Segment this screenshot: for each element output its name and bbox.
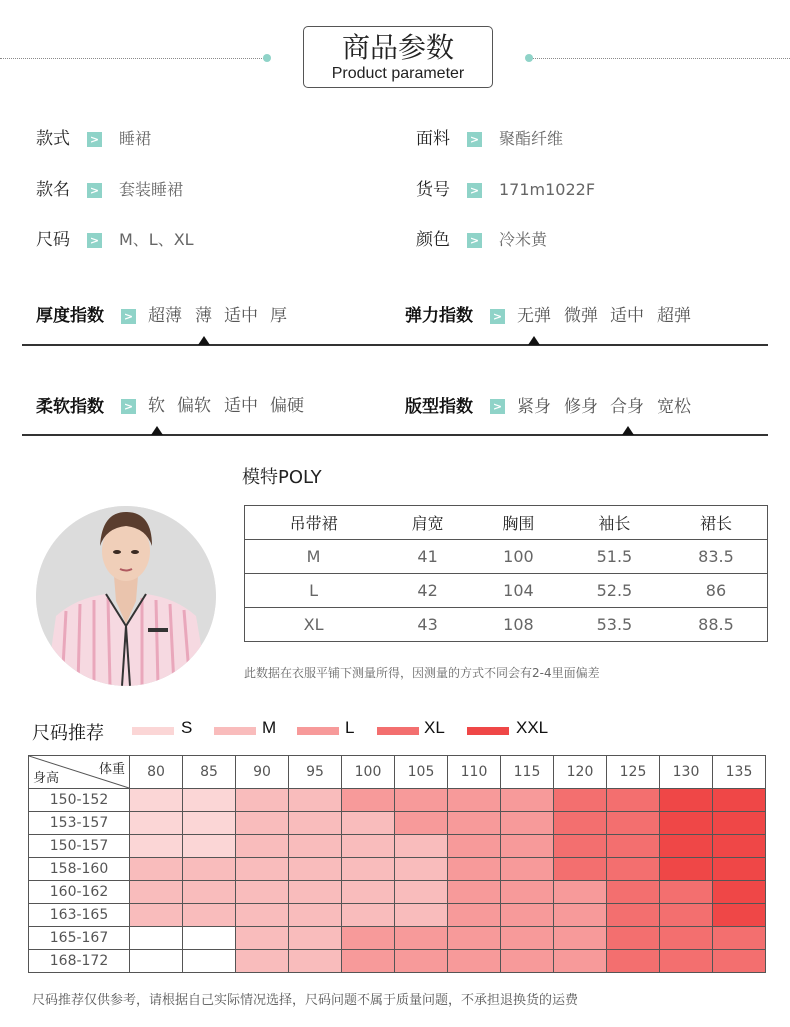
grid-header-row xyxy=(29,756,766,789)
header-right-dotted-line xyxy=(531,58,790,59)
model-title: 模特POLY xyxy=(242,467,322,488)
grid-row xyxy=(29,881,766,904)
grid-size-cell xyxy=(183,950,236,973)
grid-size-cell xyxy=(183,835,236,858)
corner-weight-label: 体重 xyxy=(98,762,125,777)
grid-height-label: 150-152 xyxy=(29,789,130,812)
grid-size-cell xyxy=(448,950,501,973)
param-value: M、L、XL xyxy=(119,230,194,249)
grid-size-cell xyxy=(236,789,289,812)
grid-row xyxy=(29,812,766,835)
grid-size-cell xyxy=(713,812,766,835)
table-cell: 86 xyxy=(665,574,768,608)
index-option: 厚 xyxy=(270,306,287,326)
grid-height-label: 150-157 xyxy=(29,835,130,858)
grid-size-cell xyxy=(448,789,501,812)
grid-row xyxy=(29,950,766,973)
grid-height-label: 158-160 xyxy=(29,858,130,881)
grid-size-cell xyxy=(607,812,660,835)
indicator-triangle-icon xyxy=(198,336,210,345)
table-cell: 108 xyxy=(473,608,564,642)
table-header-row xyxy=(245,506,768,540)
grid-size-cell xyxy=(501,950,554,973)
index-option: 适中 xyxy=(224,396,258,416)
table-header-cell: 吊带裙 xyxy=(245,506,383,540)
index-divider xyxy=(22,434,768,436)
grid-size-cell xyxy=(501,789,554,812)
grid-size-cell xyxy=(448,858,501,881)
grid-size-cell xyxy=(660,881,713,904)
grid-size-cell xyxy=(713,950,766,973)
grid-size-cell xyxy=(501,927,554,950)
grid-row xyxy=(29,835,766,858)
table-cell: 83.5 xyxy=(665,540,768,574)
grid-size-cell xyxy=(554,789,607,812)
grid-size-cell xyxy=(395,881,448,904)
header-left-dotted-line xyxy=(0,58,266,59)
param-label: 货号 xyxy=(416,180,450,200)
grid-size-cell xyxy=(607,927,660,950)
grid-size-cell xyxy=(342,858,395,881)
grid-size-cell xyxy=(130,950,183,973)
param-value: 聚酯纤维 xyxy=(499,129,564,148)
legend-swatch-l xyxy=(297,727,339,735)
grid-size-cell xyxy=(660,789,713,812)
arrow-icon: > xyxy=(121,309,136,324)
title-box xyxy=(303,26,493,88)
grid-size-cell xyxy=(713,881,766,904)
grid-size-cell xyxy=(183,812,236,835)
index-option: 偏软 xyxy=(177,396,211,416)
param-label: 款名 xyxy=(36,180,70,200)
grid-size-cell xyxy=(501,812,554,835)
table-header-cell: 肩宽 xyxy=(382,506,473,540)
index-option: 超薄 xyxy=(148,306,182,326)
grid-weight-header: 135 xyxy=(713,756,766,789)
grid-size-cell xyxy=(342,927,395,950)
param-label: 颜色 xyxy=(416,230,450,250)
grid-size-cell xyxy=(236,812,289,835)
index-option: 无弹 xyxy=(517,306,551,326)
grid-size-cell xyxy=(554,904,607,927)
corner-height-label: 身高 xyxy=(33,771,60,786)
grid-weight-header: 125 xyxy=(607,756,660,789)
table-cell: 104 xyxy=(473,574,564,608)
param-label: 面料 xyxy=(416,129,450,149)
grid-weight-header: 105 xyxy=(395,756,448,789)
table-header-cell: 胸围 xyxy=(473,506,564,540)
grid-row xyxy=(29,904,766,927)
param-value: 套装睡裙 xyxy=(119,180,184,199)
legend-swatch-s xyxy=(132,727,174,735)
index-option: 适中 xyxy=(224,306,258,326)
table-cell: 53.5 xyxy=(564,608,665,642)
grid-size-cell xyxy=(554,858,607,881)
legend-swatch-m xyxy=(214,727,256,735)
grid-size-cell xyxy=(395,812,448,835)
arrow-icon: > xyxy=(467,132,482,147)
grid-size-cell xyxy=(183,789,236,812)
legend-label: XXL xyxy=(516,718,549,737)
grid-size-cell xyxy=(607,858,660,881)
grid-size-cell xyxy=(342,950,395,973)
arrow-icon: > xyxy=(87,183,102,198)
legend-label: L xyxy=(345,718,355,737)
grid-size-cell xyxy=(236,858,289,881)
model-size-table xyxy=(244,505,768,642)
grid-height-label: 160-162 xyxy=(29,881,130,904)
legend-label: S xyxy=(181,718,193,737)
grid-weight-header: 110 xyxy=(448,756,501,789)
grid-size-cell xyxy=(183,858,236,881)
grid-height-label: 168-172 xyxy=(29,950,130,973)
grid-size-cell xyxy=(130,881,183,904)
grid-size-cell xyxy=(289,881,342,904)
grid-size-cell xyxy=(289,927,342,950)
arrow-icon: > xyxy=(467,233,482,248)
index-option: 宽松 xyxy=(657,397,691,417)
grid-size-cell xyxy=(342,812,395,835)
legend-label: M xyxy=(262,718,277,737)
grid-size-cell xyxy=(289,950,342,973)
grid-size-cell xyxy=(501,881,554,904)
grid-size-cell xyxy=(236,904,289,927)
arrow-icon: > xyxy=(467,183,482,198)
grid-weight-header: 115 xyxy=(501,756,554,789)
grid-weight-header: 100 xyxy=(342,756,395,789)
grid-size-cell xyxy=(289,835,342,858)
size-reco-title: 尺码推荐 xyxy=(32,723,104,744)
grid-weight-header: 95 xyxy=(289,756,342,789)
index-option: 微弹 xyxy=(564,306,598,326)
index-option: 软 xyxy=(148,396,165,416)
grid-size-cell xyxy=(713,904,766,927)
grid-size-cell xyxy=(448,812,501,835)
legend-swatch-xl xyxy=(377,727,419,735)
grid-size-cell xyxy=(554,835,607,858)
grid-size-cell xyxy=(342,789,395,812)
grid-size-cell xyxy=(713,858,766,881)
grid-row xyxy=(29,927,766,950)
grid-size-cell xyxy=(713,835,766,858)
grid-size-cell xyxy=(607,950,660,973)
index-option: 偏硬 xyxy=(270,396,304,416)
grid-size-cell xyxy=(660,835,713,858)
grid-weight-header: 120 xyxy=(554,756,607,789)
page-title-cn: 商品参数 xyxy=(341,31,454,64)
index-label: 版型指数 xyxy=(405,397,473,417)
index-label: 厚度指数 xyxy=(36,306,104,326)
grid-size-cell xyxy=(713,927,766,950)
page-title-en: Product parameter xyxy=(331,65,465,82)
grid-weight-header: 85 xyxy=(183,756,236,789)
table-header-cell: 袖长 xyxy=(564,506,665,540)
grid-corner-cell xyxy=(29,756,130,789)
table-cell: 41 xyxy=(382,540,473,574)
grid-size-cell xyxy=(713,789,766,812)
table-row xyxy=(245,540,768,574)
grid-size-cell xyxy=(130,858,183,881)
index-divider xyxy=(22,344,768,346)
index-option: 紧身 xyxy=(517,397,551,417)
indicator-triangle-icon xyxy=(151,426,163,435)
index-option: 适中 xyxy=(610,306,644,326)
grid-height-label: 165-167 xyxy=(29,927,130,950)
indicator-triangle-icon xyxy=(622,426,634,435)
grid-size-cell xyxy=(130,789,183,812)
grid-weight-header: 90 xyxy=(236,756,289,789)
table-row xyxy=(245,608,768,642)
grid-size-cell xyxy=(554,927,607,950)
grid-row xyxy=(29,858,766,881)
grid-size-cell xyxy=(554,950,607,973)
grid-size-cell xyxy=(395,950,448,973)
model-avatar xyxy=(36,506,216,686)
grid-size-cell xyxy=(130,812,183,835)
arrow-icon: > xyxy=(490,399,505,414)
grid-size-cell xyxy=(448,927,501,950)
grid-size-cell xyxy=(183,904,236,927)
grid-height-label: 153-157 xyxy=(29,812,130,835)
table-cell: 51.5 xyxy=(564,540,665,574)
arrow-icon: > xyxy=(87,233,102,248)
table-cell: XL xyxy=(245,608,383,642)
grid-weight-header: 130 xyxy=(660,756,713,789)
header-right-dot xyxy=(525,54,533,62)
grid-size-cell xyxy=(660,858,713,881)
grid-size-cell xyxy=(395,858,448,881)
table-cell: 42 xyxy=(382,574,473,608)
grid-size-cell xyxy=(236,881,289,904)
grid-size-cell xyxy=(554,881,607,904)
grid-size-cell xyxy=(342,904,395,927)
table-cell: 100 xyxy=(473,540,564,574)
measurement-note: 此数据在衣服平铺下测量所得，因测量的方式不同会有2-4里面偏差 xyxy=(244,666,600,680)
param-label: 款式 xyxy=(36,129,70,149)
grid-size-cell xyxy=(236,927,289,950)
grid-size-cell xyxy=(501,835,554,858)
grid-size-cell xyxy=(289,904,342,927)
grid-size-cell xyxy=(342,881,395,904)
grid-size-cell xyxy=(130,904,183,927)
param-label: 尺码 xyxy=(36,230,70,250)
table-cell: L xyxy=(245,574,383,608)
index-option: 修身 xyxy=(564,397,598,417)
grid-size-cell xyxy=(554,812,607,835)
table-cell: M xyxy=(245,540,383,574)
size-recommendation-grid xyxy=(28,755,766,973)
index-label: 弹力指数 xyxy=(405,306,473,326)
grid-height-label: 163-165 xyxy=(29,904,130,927)
indicator-triangle-icon xyxy=(528,336,540,345)
param-value: 睡裙 xyxy=(119,129,152,148)
grid-size-cell xyxy=(236,835,289,858)
grid-size-cell xyxy=(501,858,554,881)
grid-size-cell xyxy=(183,881,236,904)
grid-size-cell xyxy=(395,927,448,950)
table-header-cell: 裙长 xyxy=(665,506,768,540)
grid-size-cell xyxy=(607,881,660,904)
grid-size-cell xyxy=(130,835,183,858)
grid-size-cell xyxy=(448,835,501,858)
grid-size-cell xyxy=(289,789,342,812)
arrow-icon: > xyxy=(121,399,136,414)
table-cell: 52.5 xyxy=(564,574,665,608)
grid-size-cell xyxy=(607,835,660,858)
grid-size-cell xyxy=(660,927,713,950)
param-value: 171m1022F xyxy=(499,180,596,199)
grid-size-cell xyxy=(236,950,289,973)
grid-size-cell xyxy=(342,835,395,858)
grid-row xyxy=(29,789,766,812)
table-cell: 43 xyxy=(382,608,473,642)
grid-size-cell xyxy=(448,904,501,927)
header-left-dot xyxy=(263,54,271,62)
legend-label: XL xyxy=(424,718,445,737)
legend-swatch-xxl xyxy=(467,727,509,735)
index-option: 薄 xyxy=(195,306,212,326)
grid-size-cell xyxy=(395,904,448,927)
param-value: 冷米黄 xyxy=(499,230,548,249)
grid-size-cell xyxy=(607,904,660,927)
grid-size-cell xyxy=(183,927,236,950)
grid-weight-header: 80 xyxy=(130,756,183,789)
index-option: 超弹 xyxy=(657,306,691,326)
grid-size-cell xyxy=(395,789,448,812)
grid-size-cell xyxy=(289,812,342,835)
grid-size-cell xyxy=(289,858,342,881)
grid-size-cell xyxy=(660,904,713,927)
footer-disclaimer: 尺码推荐仅供参考，请根据自己实际情况选择，尺码问题不属于质量问题，不承担退换货的运费 xyxy=(32,993,579,1008)
grid-size-cell xyxy=(395,835,448,858)
index-label: 柔软指数 xyxy=(36,397,104,417)
grid-size-cell xyxy=(501,904,554,927)
table-row xyxy=(245,574,768,608)
grid-size-cell xyxy=(607,789,660,812)
index-option: 合身 xyxy=(610,397,644,417)
grid-size-cell xyxy=(130,927,183,950)
grid-size-cell xyxy=(448,881,501,904)
table-cell: 88.5 xyxy=(665,608,768,642)
arrow-icon: > xyxy=(490,309,505,324)
arrow-icon: > xyxy=(87,132,102,147)
grid-size-cell xyxy=(660,812,713,835)
grid-size-cell xyxy=(660,950,713,973)
